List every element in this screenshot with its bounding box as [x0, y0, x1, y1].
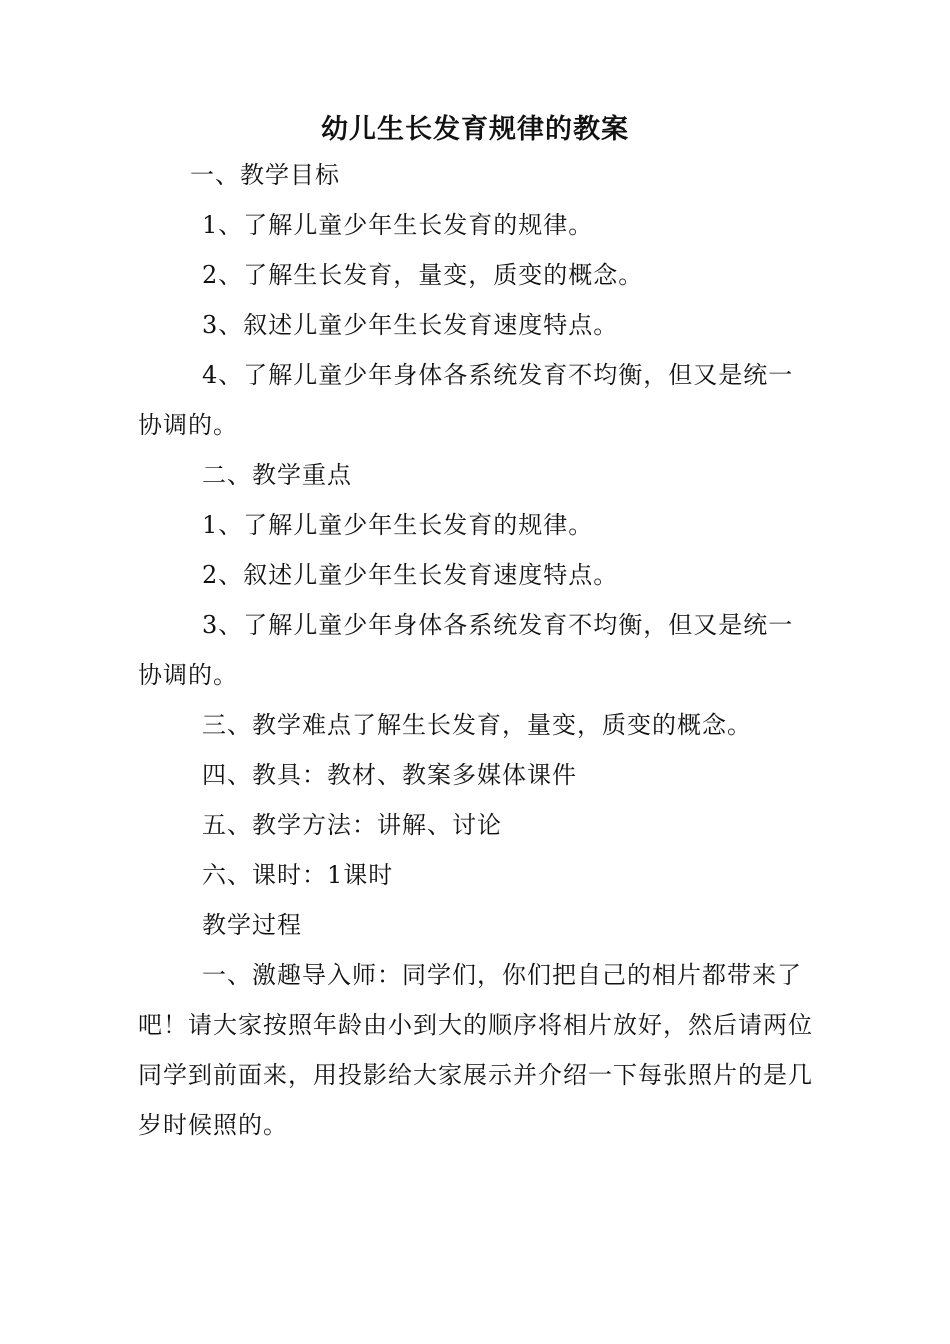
section-heading-objectives: 一、教学目标: [190, 161, 340, 189]
section-heading-teaching-methods: 五、教学方法：讲解、讨论: [202, 811, 502, 839]
document-body: [138, 150, 818, 1150]
paragraph: 3、了解儿童少年身体各系统发育不均衡，但又是统一协调的。: [138, 611, 794, 689]
paragraph: 4、了解儿童少年身体各系统发育不均衡，但又是统一协调的。: [138, 361, 794, 439]
paragraph: 3、叙述儿童少年生长发育速度特点。: [202, 311, 619, 339]
section-heading-difficulties: 三、教学难点了解生长发育，量变，质变的概念。: [202, 711, 752, 739]
paragraph: 2、叙述儿童少年生长发育速度特点。: [202, 561, 619, 589]
paragraph: 1、了解儿童少年生长发育的规律。: [202, 211, 594, 239]
paragraph: 2、了解生长发育，量变，质变的概念。: [202, 261, 644, 289]
paragraph: 一、激趣导入师：同学们，你们把自己的相片都带来了吧！请大家按照年龄由小到大的顺序将相片放好，然后请两位同学到前面来，用投影给大家展示并介绍一下每张照片的是几岁时候照的。: [138, 961, 813, 1139]
section-heading-class-hours: 六、课时：1课时: [202, 861, 394, 889]
paragraph: 1、了解儿童少年生长发育的规律。: [202, 511, 594, 539]
section-heading-teaching-aids: 四、教具：教材、教案多媒体课件: [202, 761, 577, 789]
section-heading-key-points: 二、教学重点: [202, 461, 352, 489]
document-title: 幼儿生长发育规律的教案: [321, 114, 629, 145]
section-heading-teaching-process: 教学过程: [202, 911, 302, 939]
